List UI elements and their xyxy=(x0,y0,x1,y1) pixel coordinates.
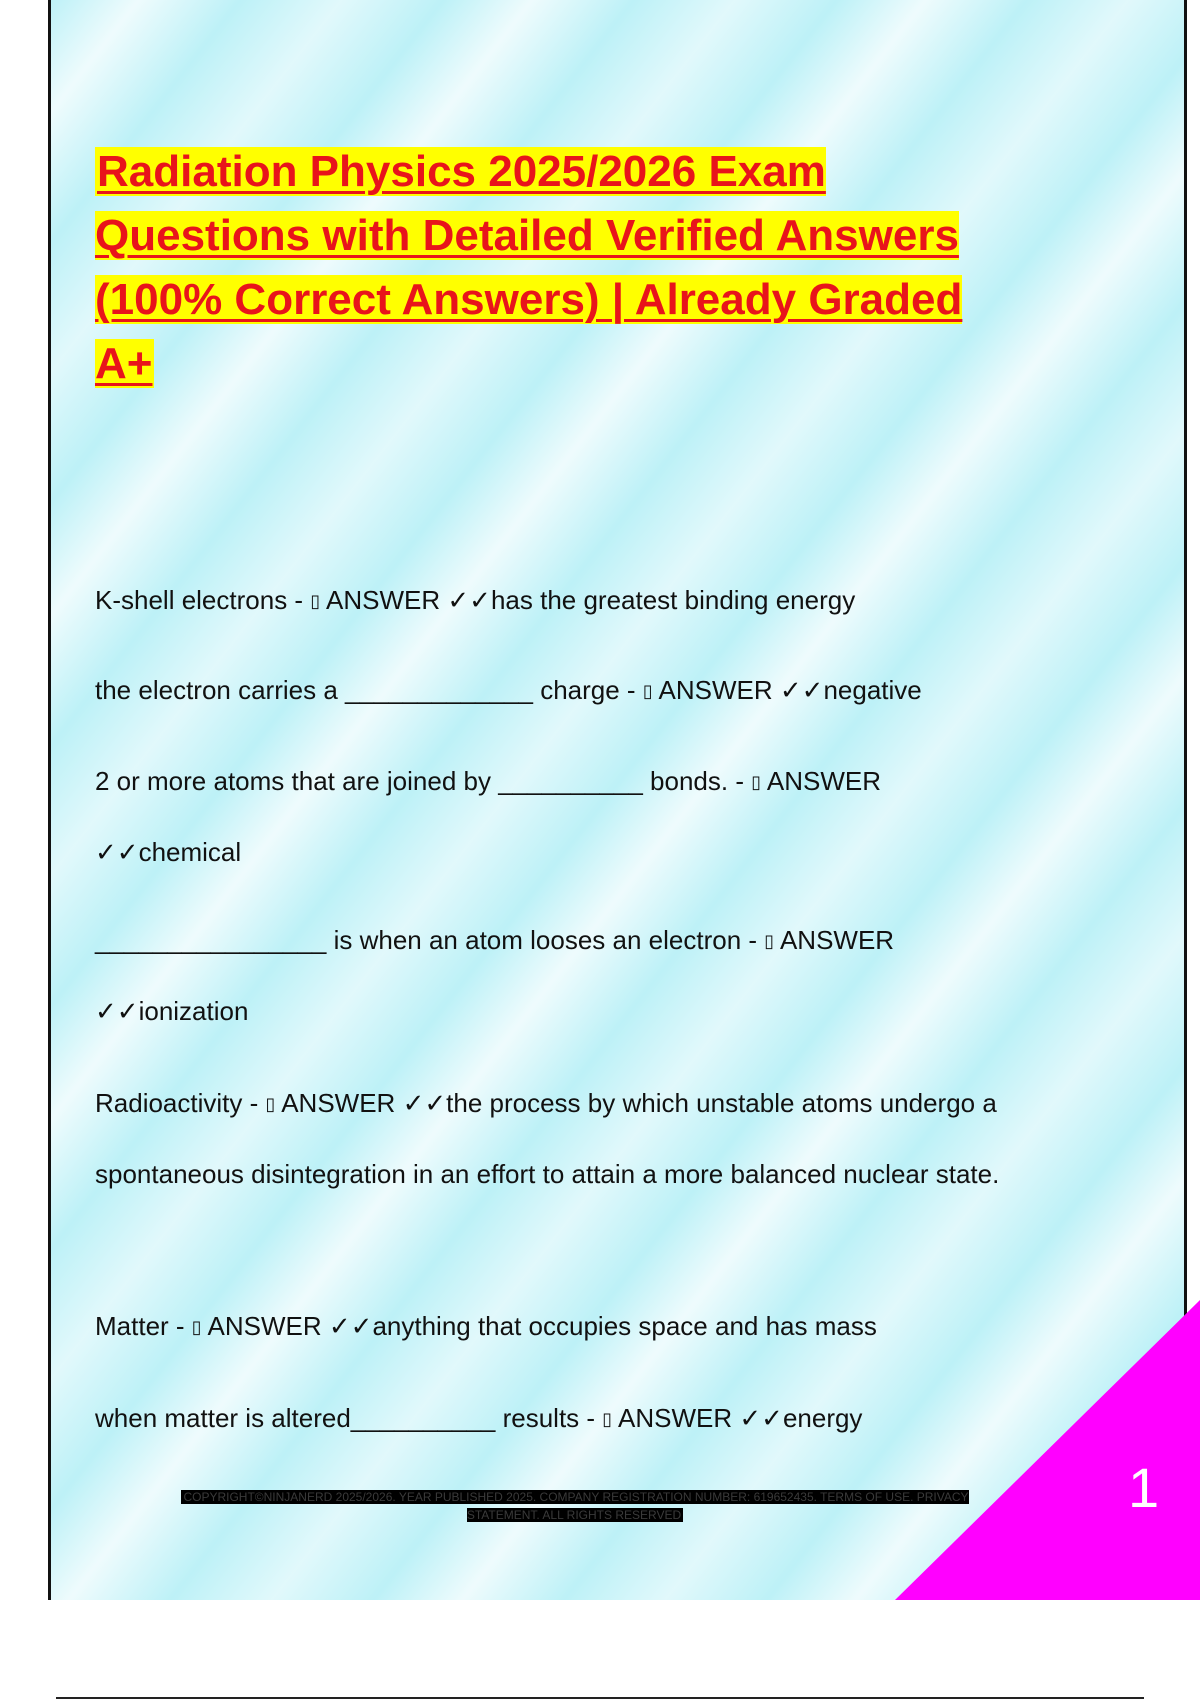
check-icon: ✓✓ xyxy=(328,1311,373,1341)
answer-marker-icon: ▯ xyxy=(602,1409,613,1429)
check-icon: ✓✓ xyxy=(739,1403,783,1433)
qa-item-2: the electron carries a _____________ charge - ▯ ANSWER ✓✓negative xyxy=(95,675,922,705)
answer-marker-icon: ▯ xyxy=(642,681,653,701)
page-number: 1 xyxy=(1128,1456,1160,1519)
check-icon: ✓✓ xyxy=(95,837,139,867)
answer-marker-icon: ▯ xyxy=(764,931,775,951)
answer-marker-icon: ▯ xyxy=(191,1317,202,1337)
check-icon: ✓✓ xyxy=(447,585,491,615)
bottom-divider xyxy=(56,1697,1144,1699)
qa-item-1: K-shell electrons - ▯ ANSWER ✓✓has the greatest binding energy xyxy=(95,585,856,615)
qa-item-4: ________________ is when an atom looses an electron - ▯ ANSWER ✓✓ionization xyxy=(95,925,895,1026)
qa-item-6: Matter - ▯ ANSWER ✓✓anything that occupies space and has mass xyxy=(95,1311,877,1341)
answer-marker-icon: ▯ xyxy=(751,772,762,792)
page-border-left xyxy=(48,0,51,1600)
qa-item-3: 2 or more atoms that are joined by __________ bonds. - ▯ ANSWER ✓✓chemical xyxy=(95,766,882,867)
document-title: Radiation Physics 2025/2026 Exam Questions with Detailed Verified Answers (100% Correct Answers) | Already Graded A+ xyxy=(95,147,963,388)
qa-item-5: Radioactivity - ▯ ANSWER ✓✓the process by which unstable atoms undergo a spontaneous disintegration in an effort to attain a more balanced nuclear state. xyxy=(95,1088,1000,1189)
copyright-footer: COPYRIGHT©NINJANERD 2025/2026. YEAR PUBLISHED 2025. COMPANY REGISTRATION NUMBER: 619652435. TERMS OF USE. PRIVACY STATEMENT. ALL RIGHTS RESERVED xyxy=(183,1490,969,1522)
answer-marker-icon: ▯ xyxy=(265,1094,276,1114)
page-corner-triangle xyxy=(895,1300,1200,1600)
check-icon: ✓✓ xyxy=(779,675,824,705)
qa-item-7: when matter is altered__________ results - ▯ ANSWER ✓✓energy xyxy=(95,1403,863,1433)
answer-marker-icon: ▯ xyxy=(310,591,321,611)
check-icon: ✓✓ xyxy=(402,1088,447,1118)
check-icon: ✓✓ xyxy=(95,996,139,1026)
